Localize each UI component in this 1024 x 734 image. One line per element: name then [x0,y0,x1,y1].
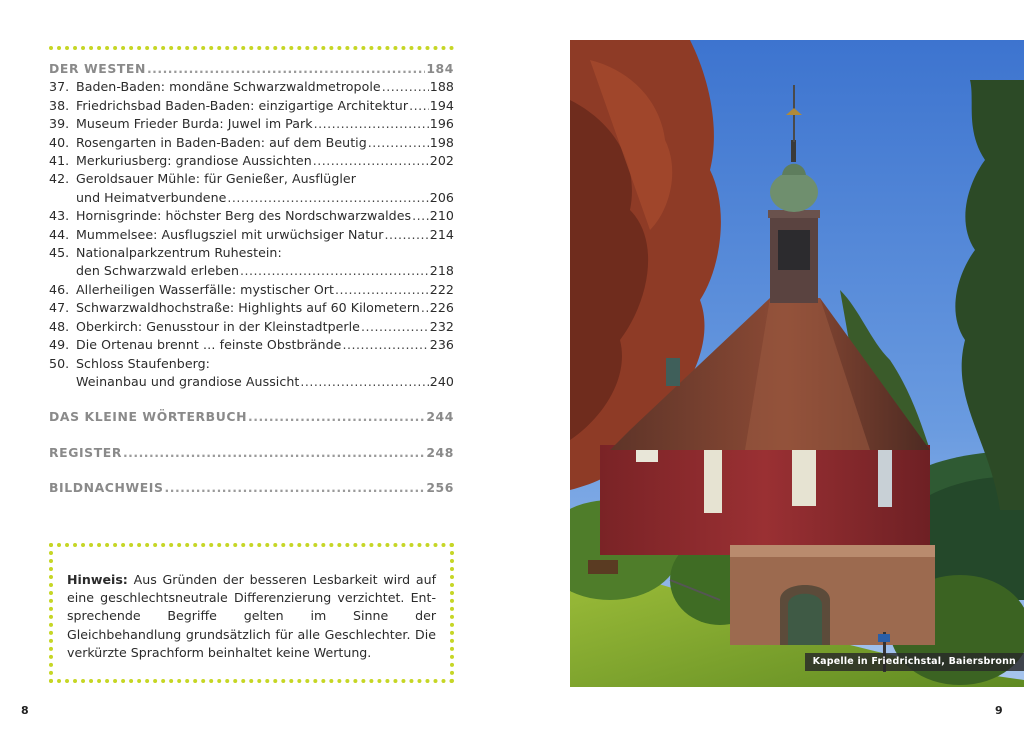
toc-entry-row[interactable] [49,115,454,133]
toc-entry-number: 40. [49,134,70,150]
toc-entry-number: 50. [49,355,70,371]
toc-section-title: BILDNACHWEIS [49,480,164,496]
toc-entry-title: den Schwarzwald erleben [76,263,239,279]
toc-entry-number: 45. [49,245,70,261]
toc-entry-row[interactable] [49,262,454,280]
toc-entry-page: 218 [429,263,454,279]
chapel-illustration [570,40,1024,687]
toc-leader [382,78,429,96]
toc-entry-page: 226 [429,300,454,316]
toc-entry-page: 232 [429,318,454,334]
toc-entry-number: 46. [49,281,70,297]
toc-entry-page: 194 [429,97,454,113]
toc-entry-title: Baden-Baden: mondäne Schwarzwaldmetropole [76,79,381,95]
toc-entry-page: 188 [429,79,454,95]
toc-entry-row[interactable] [49,318,454,336]
toc-leader [421,299,429,317]
note-label: Hinweis: [67,572,128,587]
toc-entry-row[interactable] [49,244,454,262]
toc-entry-number: 48. [49,318,70,334]
toc-entry-number: 41. [49,153,70,169]
toc-entry-number: 42. [49,171,70,187]
toc-leader [313,152,429,170]
toc-section-title: DAS KLEINE WÖRTERBUCH [49,409,248,425]
toc-page: 256 [426,480,454,496]
toc-entry-row[interactable] [49,299,454,317]
toc-entry-row[interactable] [49,170,454,188]
toc-leader [409,97,429,115]
toc-entry-page: 214 [429,226,454,242]
page-number-left: 8 [21,704,29,717]
top-dotted-rule [49,46,454,50]
toc-entry-number: 49. [49,337,70,353]
toc-entries [49,78,454,391]
toc-section-title: REGISTER [49,444,122,460]
toc-entry-number: 44. [49,226,70,242]
toc-page: 184 [426,61,454,76]
toc-page: 248 [426,444,454,460]
toc-leader [384,226,428,244]
toc-entry-page: 222 [429,281,454,297]
toc-entry-title: Museum Frieder Burda: Juwel im Park [76,116,313,132]
toc-entry-title: Schwarzwaldhochstraße: Highlights auf 60 Kilometern [76,300,420,316]
photo-caption: Kapelle in Friedrichstal, Baiersbronn [805,653,1024,671]
toc-entry-row[interactable] [49,207,454,225]
toc-entry-title: Friedrichsbad Baden-Baden: einzigartige Architektur [76,97,409,113]
toc-leader [412,207,429,225]
toc-entry-page: 202 [429,153,454,169]
toc-entry-row[interactable] [49,281,454,299]
note-paragraph [67,571,436,662]
toc-entry-title: Nationalparkzentrum Ruhestein: [76,245,282,261]
note-box [49,543,454,683]
toc-entry-row[interactable] [49,355,454,373]
toc-page: 244 [426,409,454,425]
note-text: Aus Gründen der besseren Lesbarkeit wird auf eine geschlechtsneutrale Differenzierung verzichtet. Entsprechende Begriffe gelten im Sinne der Gleichbehandlung grundsätzlich für alle Geschlechter. Die verkürzte Sprachform beinhaltet keine Wertung. [67,572,436,660]
toc-section-register[interactable] [49,444,454,462]
table-of-contents [49,60,454,498]
toc-entry-number: 38. [49,97,70,113]
toc-section-woerterbuch[interactable] [49,408,454,426]
toc-entry-row[interactable] [49,134,454,152]
toc-entry-page: 210 [429,208,454,224]
chapel-photo [570,40,1024,687]
toc-leader [361,318,429,336]
toc-entry-title: Schloss Staufenberg: [76,355,210,371]
toc-leader [248,408,425,426]
toc-leader [335,281,429,299]
toc-entry-title: und Heimatverbundene [76,189,227,205]
toc-entry-number: 39. [49,116,70,132]
toc-leader [165,479,426,497]
toc-entry-row[interactable] [49,336,454,354]
toc-entry-title: Geroldsauer Mühle: für Genießer, Ausflügler [76,171,356,187]
toc-entry-row[interactable] [49,78,454,96]
toc-entry-page: 240 [429,373,454,389]
toc-leader [123,444,425,462]
toc-entry-title: Mummelsee: Ausflugsziel mit urwüchsiger Natur [76,226,384,242]
toc-leader [314,115,429,133]
toc-entry-title: Oberkirch: Genusstour in der Kleinstadtperle [76,318,360,334]
toc-entry-title: Die Ortenau brennt … feinste Obstbrände [76,337,342,353]
toc-entry-page: 196 [429,116,454,132]
toc-entry-title: Rosengarten in Baden-Baden: auf dem Beutig [76,134,367,150]
toc-entry-row[interactable] [49,97,454,115]
toc-entry-row[interactable] [49,152,454,170]
toc-section-der-westen[interactable] [49,60,454,78]
toc-section-bildnachweis[interactable] [49,479,454,497]
toc-entry-row[interactable] [49,373,454,391]
toc-entry-title: Allerheiligen Wasserfälle: mystischer Ort [76,281,335,297]
toc-entry-title: Weinanbau und grandiose Aussicht [76,373,300,389]
toc-section-title: DER WESTEN [49,61,146,76]
toc-entry-title: Hornisgrinde: höchster Berg des Nordschwarzwaldes [76,208,412,224]
toc-leader [240,262,429,280]
toc-leader [300,373,428,391]
toc-leader [342,336,428,354]
toc-entry-page: 236 [429,337,454,353]
toc-leader [368,134,429,152]
toc-entry-page: 206 [429,189,454,205]
toc-entry-page: 198 [429,134,454,150]
toc-entry-number: 47. [49,300,70,316]
toc-entry-number: 37. [49,79,70,95]
toc-entry-row[interactable] [49,226,454,244]
toc-entry-title: Merkuriusberg: grandiose Aussichten [76,153,312,169]
page-number-right: 9 [995,704,1003,717]
toc-leader [227,189,428,207]
toc-entry-number: 43. [49,208,70,224]
toc-entry-row[interactable] [49,189,454,207]
toc-leader [147,60,425,78]
